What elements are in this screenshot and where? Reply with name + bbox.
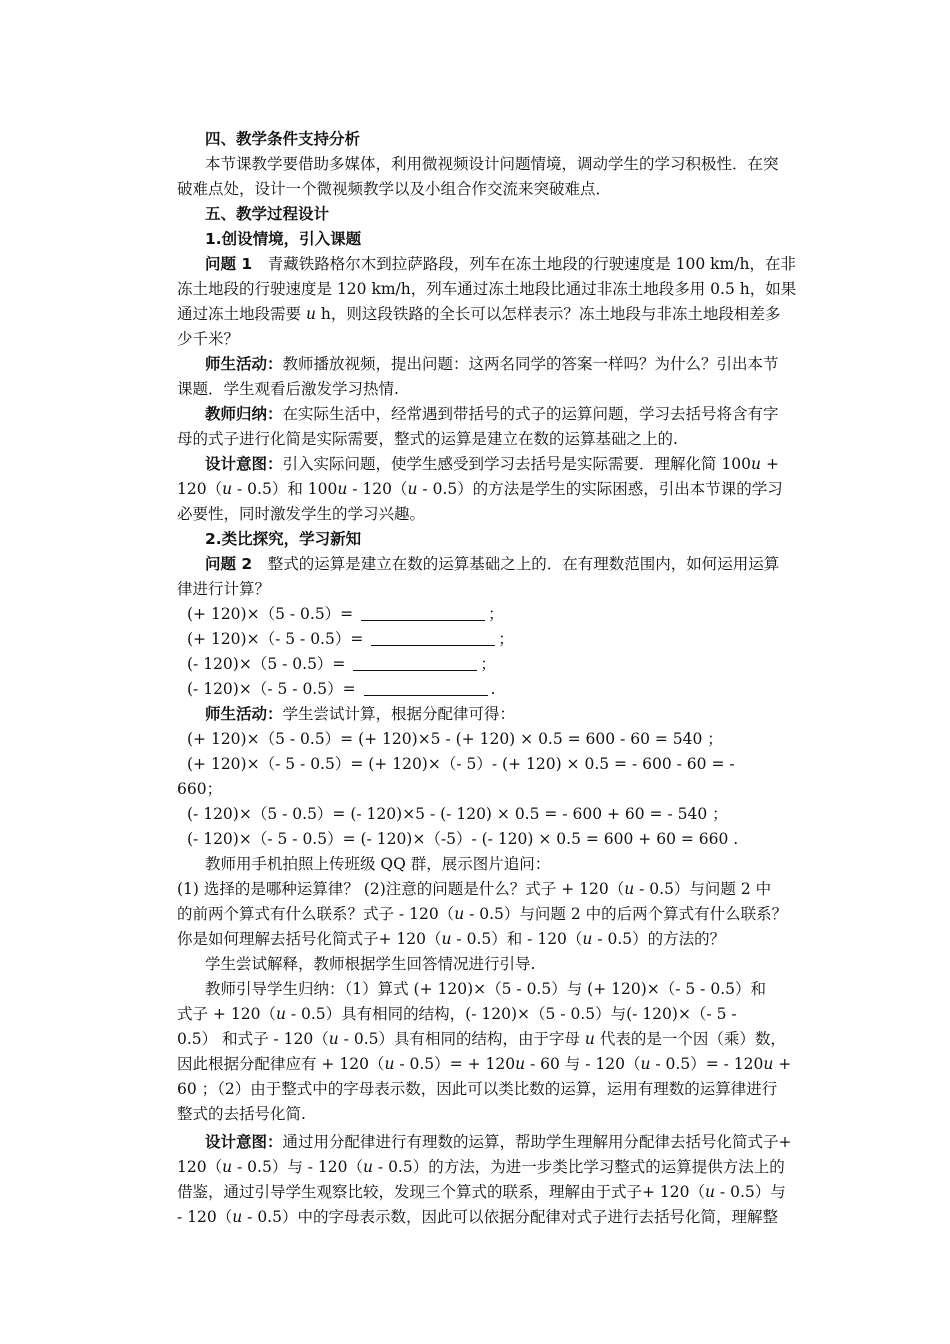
exercise-2: (+ 120)×（- 5 - 0.5）= ； bbox=[187, 630, 514, 648]
exercise-1: (+ 120)×（5 - 0.5）= ； bbox=[187, 605, 504, 623]
result-2-cont: 660； bbox=[177, 780, 223, 798]
answer-blank[interactable] bbox=[364, 681, 488, 696]
guidance-line: 60 ；（2）由于整式中的字母表示数，因此可以类比数的运算，运用有理数的运算律进行 bbox=[177, 1080, 778, 1098]
exercise-3: (- 120)×（5 - 0.5）= ； bbox=[187, 655, 496, 673]
exercise-4: (- 120)×（- 5 - 0.5）= . bbox=[187, 680, 496, 698]
guidance-line: 整式的去括号化简. bbox=[177, 1105, 306, 1123]
result-2: (+ 120)×（- 5 - 0.5）= (+ 120)×（- 5）- (+ 120) × 0.5 = - 600 - 60 = - bbox=[187, 755, 735, 773]
teacher-student-activity: 师生活动：教师播放视频，提出问题：这两名同学的答案一样吗？为什么？引出本节 bbox=[205, 355, 779, 373]
design-intent: 设计意图：引入实际问题，使学生感受到学习去括号是实际需要．理解化简 100u + bbox=[205, 455, 779, 473]
design-intent-line: 必要性，同时激发学生的学习兴趣。 bbox=[177, 505, 426, 523]
subsection-1-title: 1.创设情境，引入课题 bbox=[205, 230, 362, 248]
guidance-line: 式子 + 120（u - 0.5）具有相同的结构，(- 120)×（5 - 0.5）与(- 120)×（- 5 - bbox=[177, 1005, 737, 1023]
problem-1-tag: 问题 1 bbox=[205, 255, 253, 273]
question-line: (1) 选择的是哪种运算律？ (2)注意的问题是什么？式子 + 120（u - 0.5）与问题 2 中 bbox=[177, 880, 772, 898]
design-intent-line: 借鉴，通过引导学生观察比较，发现三个算式的联系，理解由于式子+ 120（u - 0.5）与 bbox=[177, 1183, 786, 1201]
guidance-line: 教师引导学生归纳：（1）算式 (+ 120)×（5 - 0.5）与 (+ 120)×（- 5 - 0.5）和 bbox=[205, 980, 766, 998]
answer-blank[interactable] bbox=[353, 656, 477, 671]
problem-2-line: 律进行计算？ bbox=[177, 580, 271, 598]
problem-1: 问题 1 青藏铁路格尔木到拉萨路段，列车在冻土地段的行驶速度是 100 km/h，在非 bbox=[205, 255, 796, 273]
guidance-line: 因此根据分配律应有 + 120（u - 0.5）= + 120u - 60 与 - 120（u - 0.5）= - 120u + bbox=[177, 1055, 792, 1073]
design-intent: 设计意图：通过用分配律进行有理数的运算，帮助学生理解用分配律去括号化简式子+ bbox=[205, 1133, 792, 1151]
section-4-paragraph: 破难点处，设计一个微视频教学以及小组合作交流来突破难点． bbox=[177, 180, 612, 198]
student-try-line: 学生尝试解释，教师根据学生回答情况进行引导. bbox=[205, 955, 536, 973]
subsection-2-title: 2.类比探究，学习新知 bbox=[205, 530, 362, 548]
qq-line: 教师用手机拍照上传班级 QQ 群，展示图片追问： bbox=[205, 855, 551, 873]
problem-2: 问题 2 整式的运算是建立在数的运算基础之上的．在有理数范围内，如何运用运算 bbox=[205, 555, 780, 573]
problem-1-line: 少千米？ bbox=[177, 330, 240, 348]
answer-blank[interactable] bbox=[371, 631, 495, 646]
teacher-summary: 教师归纳：在实际生活中，经常遇到带括号的式子的运算问题，学习去括号将含有字 bbox=[205, 405, 779, 423]
design-intent-line: 120（u - 0.5）和 100u - 120（u - 0.5）的方法是学生的实际困惑，引出本节课的学习 bbox=[177, 480, 783, 498]
design-intent-line: 120（u - 0.5）与 - 120（u - 0.5）的方法，为进一步类比学习整式的运算提供方法上的 bbox=[177, 1158, 785, 1176]
section-4-title: 四、教学条件支持分析 bbox=[205, 130, 361, 148]
section-4-paragraph: 本节课教学要借助多媒体，利用微视频设计问题情境，调动学生的学习积极性．在突 bbox=[205, 155, 779, 173]
answer-blank[interactable] bbox=[361, 606, 485, 621]
result-4: (- 120)×（- 5 - 0.5）= (- 120)×（-5）- (- 120) × 0.5 = 600 + 60 = 660 . bbox=[187, 830, 739, 848]
guidance-line: 0.5） 和式子 - 120（u - 0.5）具有相同的结构，由于字母 u 代表的是一个因（乘）数， bbox=[177, 1030, 786, 1048]
problem-1-line: 冻土地段的行驶速度是 120 km/h，列车通过冻土地段比通过非冻土地段多用 0.5 h，如果 bbox=[177, 280, 797, 298]
result-1: (+ 120)×（5 - 0.5）= (+ 120)×5 - (+ 120) × 0.5 = 600 - 60 = 540 ； bbox=[187, 730, 723, 748]
question-line: 的前两个算式有什么联系？式子 - 120（u - 0.5）与问题 2 中的后两个算式有什么联系？ bbox=[177, 905, 788, 923]
result-3: (- 120)×（5 - 0.5）= (- 120)×5 - (- 120) × 0.5 = - 600 + 60 = - 540 ； bbox=[187, 805, 728, 823]
teacher-summary-line: 母的式子进行化简是实际需要，整式的运算是建立在数的运算基础之上的. bbox=[177, 430, 678, 448]
design-intent-line: - 120（u - 0.5）中的字母表示数，因此可以依据分配律对式子进行去括号化简，理解整 bbox=[177, 1208, 778, 1226]
question-line: 你是如何理解去括号化简式子+ 120（u - 0.5）和 - 120（u - 0.5）的方法的？ bbox=[177, 930, 726, 948]
problem-1-line: 通过冻土地段需要 u h，则这段铁路的全长可以怎样表示？冻土地段与非冻土地段相差多 bbox=[177, 305, 781, 323]
section-5-title: 五、教学过程设计 bbox=[205, 205, 330, 223]
teacher-student-activity-line: 课题．学生观看后激发学习热情. bbox=[177, 380, 399, 398]
teacher-student-activity: 师生活动：学生尝试计算，根据分配律可得： bbox=[205, 705, 516, 723]
